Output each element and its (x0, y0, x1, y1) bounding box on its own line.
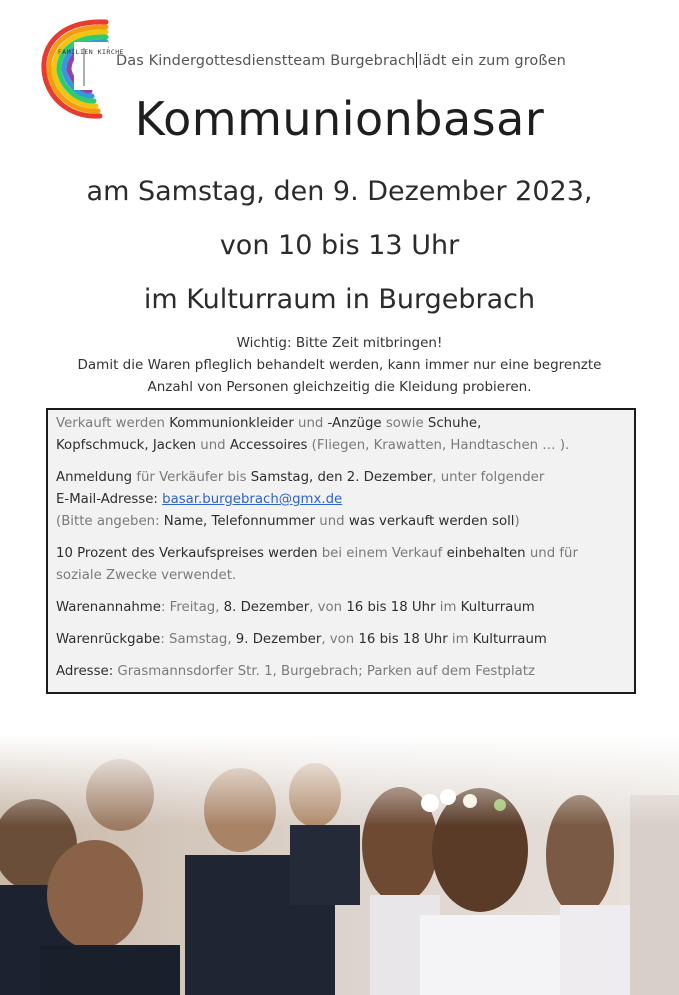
text: was verkauft werden soll (348, 514, 515, 529)
text: und (293, 416, 328, 431)
text: für Verkäufer bis (132, 470, 251, 485)
text: 8. Dezember (223, 600, 310, 615)
info-drop-off (56, 597, 630, 619)
text: ) (514, 514, 520, 529)
text: : Samstag, (160, 632, 236, 647)
text: 10 Prozent des Verkaufspreises werden (56, 546, 318, 561)
text: 16 bis 18 Uhr (358, 632, 448, 647)
text: im (435, 600, 461, 615)
text: Jacken (152, 438, 197, 453)
photo-illustration (0, 735, 679, 995)
info-commission (56, 543, 630, 587)
text: , von (309, 600, 347, 615)
text: , (203, 514, 212, 529)
text: im (447, 632, 473, 647)
page-title: Kommunionbasar (134, 92, 545, 146)
text: , unter folgender (432, 470, 545, 485)
text: -Anzüge (327, 416, 382, 431)
text: Kommunionkleider (169, 416, 294, 431)
text: Grasmannsdorfer Str. 1, Burgebrach; Parken auf dem Festplatz (117, 664, 536, 679)
text: , (144, 438, 153, 453)
info-return (56, 629, 630, 651)
text: Adresse: (56, 664, 118, 679)
info-items-sold (56, 413, 630, 457)
text: : Freitag, (160, 600, 224, 615)
text: 16 bis 18 Uhr (346, 600, 436, 615)
email-link[interactable]: basar.burgebrach@gmx.de (162, 492, 343, 507)
text: Warenrückgabe (56, 632, 161, 647)
text: sowie (381, 416, 428, 431)
text: Kopfschmuck (56, 438, 145, 453)
info-address (56, 661, 630, 683)
text: und für (525, 546, 578, 561)
text: bei einem Verkauf (317, 546, 447, 561)
note-line-1: Wichtig: Bitte Zeit mitbringen! (236, 335, 443, 351)
text: soziale Zwecke verwendet. (56, 568, 237, 583)
text: E-Mail-Adresse: (56, 492, 163, 507)
intro-line (116, 52, 566, 69)
text: und (315, 514, 349, 529)
text: Warenannahme (56, 600, 161, 615)
info-registration (56, 467, 630, 533)
date-line: am Samstag, den 9. Dezember 2023, (86, 176, 593, 207)
text: Name (163, 514, 204, 529)
intro-right: lädt ein zum großen (418, 53, 566, 69)
text: Verkauft werden (56, 416, 170, 431)
text: Anmeldung (56, 470, 133, 485)
text: einbehalten (446, 546, 526, 561)
text: Schuhe (427, 416, 478, 431)
text: Samstag, den 2. Dezember (250, 470, 433, 485)
note-line-2: Damit die Waren pfleglich behandelt werden, kann immer nur eine begrenzte (77, 357, 602, 373)
text: und (196, 438, 230, 453)
text: , von (321, 632, 359, 647)
text: , (477, 416, 482, 431)
info-box (46, 408, 636, 694)
important-note (0, 332, 679, 398)
location-line: im Kulturraum in Burgebrach (143, 284, 536, 315)
logo-text: FAMILIEN KIRCHE (57, 48, 125, 56)
text: Kulturraum (460, 600, 535, 615)
text: 9. Dezember (235, 632, 322, 647)
intro-left: Das Kindergottesdienstteam Burgebrach (116, 53, 416, 69)
time-line: von 10 bis 13 Uhr (219, 230, 460, 261)
text: Kulturraum (472, 632, 547, 647)
photo-fade (0, 735, 679, 995)
text: (Fliegen, Krawatten, Handtaschen … ). (307, 438, 570, 453)
text: (Bitte angeben: (56, 514, 164, 529)
text: Telefonnummer (211, 514, 316, 529)
communion-children-photo (0, 735, 679, 995)
note-line-3: Anzahl von Personen gleichzeitig die Kleidung probieren. (147, 379, 532, 395)
text: Accessoires (229, 438, 308, 453)
